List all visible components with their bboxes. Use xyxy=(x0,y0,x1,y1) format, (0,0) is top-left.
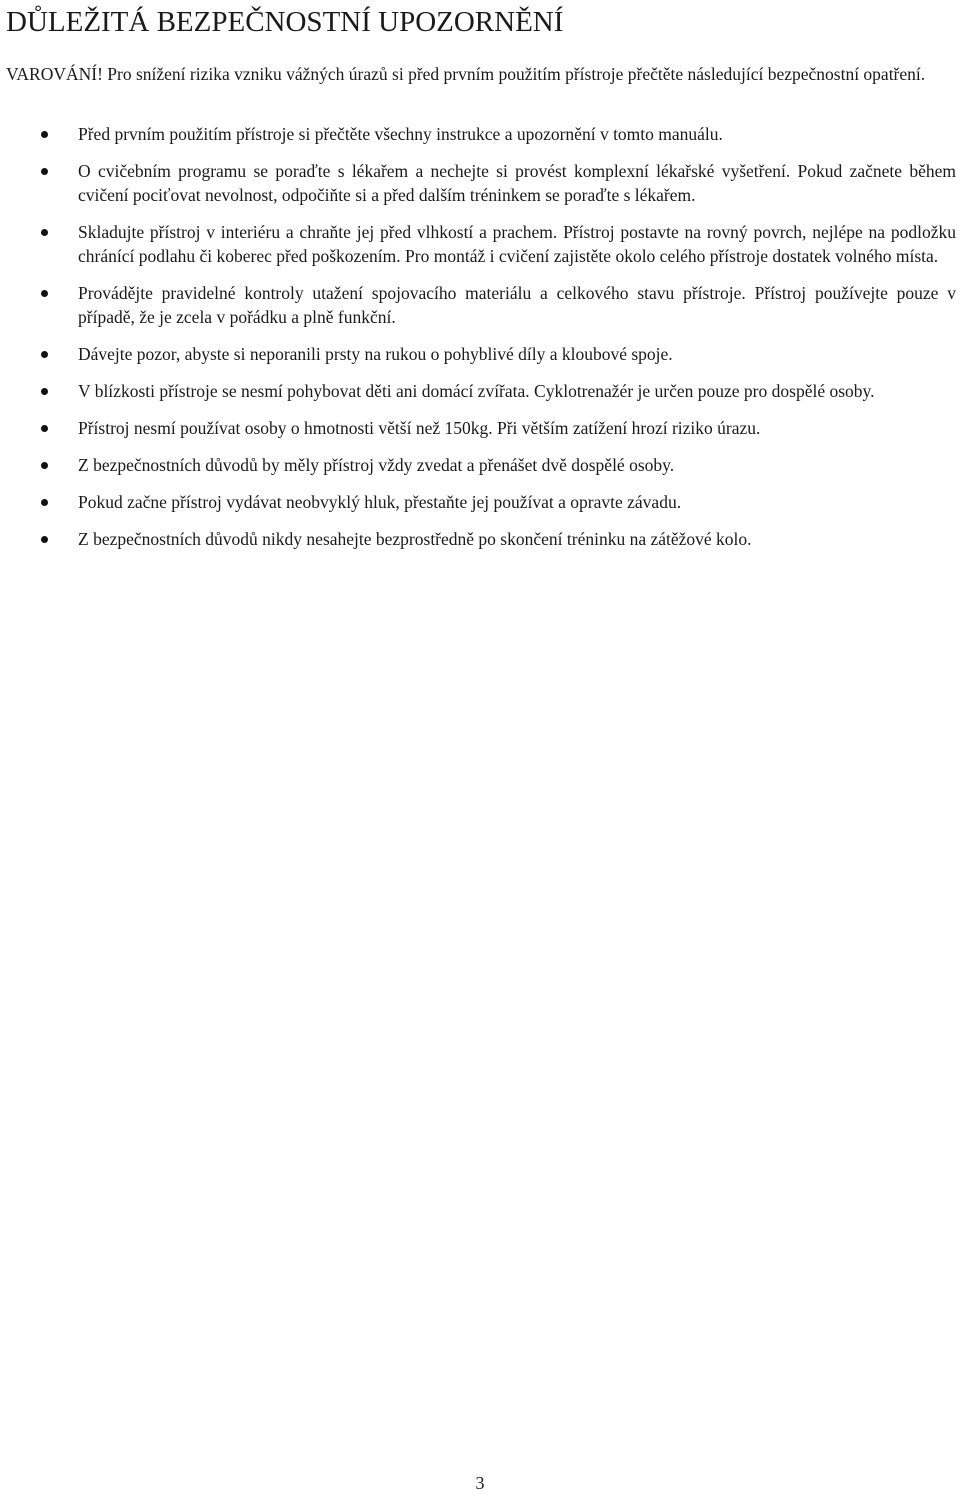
list-item xyxy=(0,527,960,551)
bullet-icon xyxy=(41,131,48,138)
list-item xyxy=(0,220,960,268)
list-item-text: V blízkosti přístroje se nesmí pohybovat děti ani domácí zvířata. Cyklotrenažér je určen pouze pro dospělé osoby. xyxy=(78,381,875,401)
bullet-icon xyxy=(41,388,48,395)
bullet-icon xyxy=(41,290,48,297)
bullet-icon xyxy=(41,168,48,175)
list-item-text: Z bezpečnostních důvodů nikdy nesahejte bezprostředně po skončení tréninku na zátěžové kolo. xyxy=(78,529,752,549)
warning-label: VAROVÁNÍ! xyxy=(6,64,103,84)
bullet-icon xyxy=(41,425,48,432)
list-item-text: O cvičebním programu se poraďte s lékařem a nechejte si provést komplexní lékařské vyšetření. Pokud začnete během cvičení pociťovat nevolnost, odpočiňte si a před dalším tréninkem se poraďte s lékařem. xyxy=(78,161,956,205)
bullet-icon xyxy=(41,229,48,236)
safety-instructions-list xyxy=(0,122,960,564)
bullet-icon xyxy=(41,351,48,358)
page-title: DŮLEŽITÁ BEZPEČNOSTNÍ UPOZORNĚNÍ xyxy=(6,6,564,38)
list-item-text: Před prvním použitím přístroje si přečtěte všechny instrukce a upozornění v tomto manuálu. xyxy=(78,124,723,144)
list-item xyxy=(0,159,960,207)
warning-text: Pro snížení rizika vzniku vážných úrazů si před prvním použitím přístroje přečtěte následující bezpečnostní opatření. xyxy=(102,64,926,84)
list-item xyxy=(0,379,960,403)
list-item-text: Přístroj nesmí používat osoby o hmotnosti větší než 150kg. Při větším zatížení hrozí riziko úrazu. xyxy=(78,418,761,438)
list-item-text: Dávejte pozor, abyste si neporanili prsty na rukou o pohyblivé díly a kloubové spoje. xyxy=(78,344,673,364)
warning-paragraph xyxy=(6,62,956,86)
list-item xyxy=(0,490,960,514)
bullet-icon xyxy=(41,462,48,469)
list-item xyxy=(0,416,960,440)
list-item xyxy=(0,122,960,146)
list-item xyxy=(0,453,960,477)
list-item xyxy=(0,342,960,366)
list-item xyxy=(0,281,960,329)
bullet-icon xyxy=(41,499,48,506)
list-item-text: Pokud začne přístroj vydávat neobvyklý hluk, přestaňte jej používat a opravte závadu. xyxy=(78,492,682,512)
bullet-icon xyxy=(41,536,48,543)
list-item-text: Provádějte pravidelné kontroly utažení spojovacího materiálu a celkového stavu přístroje. Přístroj používejte pouze v případě, že je zcela v pořádku a plně funkční. xyxy=(78,283,956,327)
list-item-text: Z bezpečnostních důvodů by měly přístroj vždy zvedat a přenášet dvě dospělé osoby. xyxy=(78,455,675,475)
list-item-text: Skladujte přístroj v interiéru a chraňte jej před vlhkostí a prachem. Přístroj postavte na rovný povrch, nejlépe na podložku chránící podlahu či koberec před poškozením. Pro montáž i cvičení zajistěte okolo celého přístroje dostatek volného místa. xyxy=(78,222,956,266)
page-number: 3 xyxy=(475,1473,485,1493)
